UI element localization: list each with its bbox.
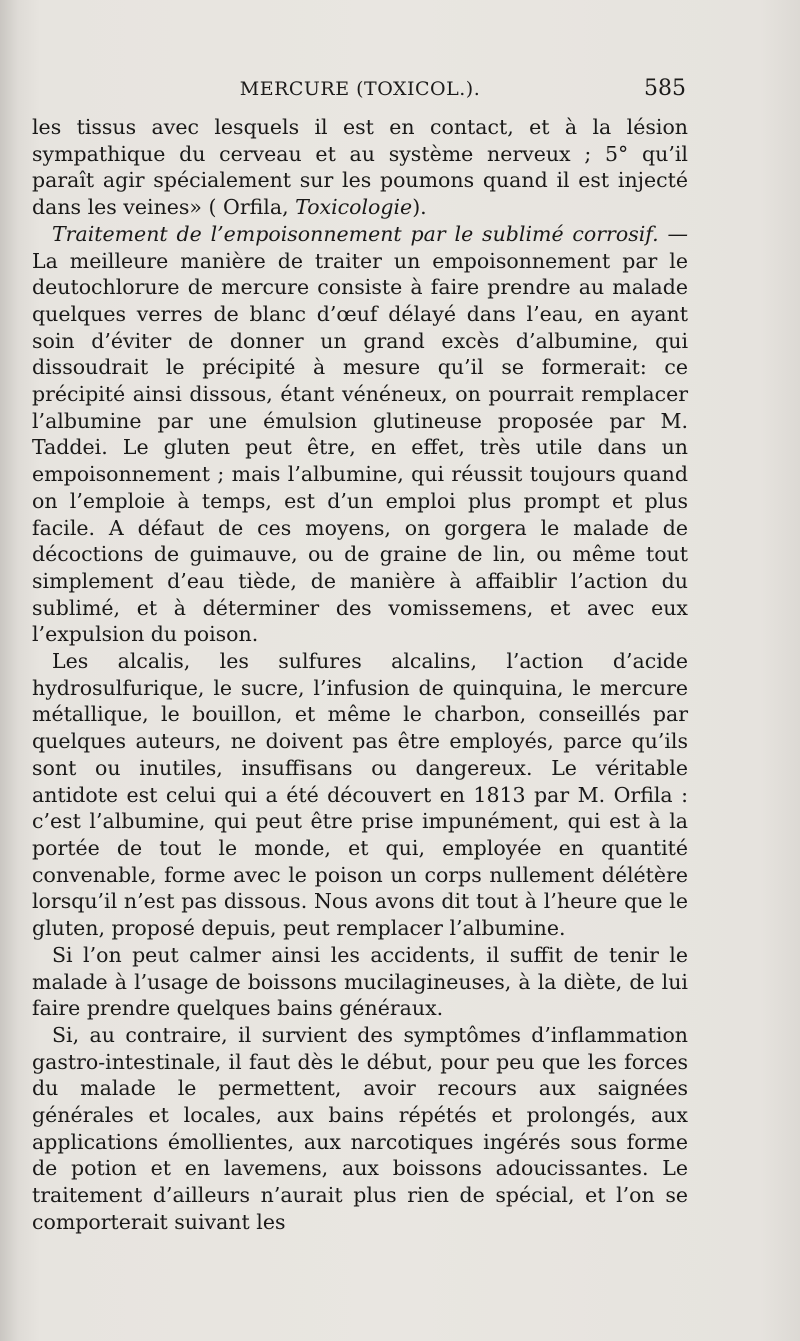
running-head [34, 76, 686, 106]
paragraph-treatment [32, 221, 688, 648]
citation-title: Toxicologie [295, 195, 413, 220]
paragraph-2-text: La meilleure manière de traiter un empoisonnement par le deutochlorure de mercure consiste à faire prendre au malade quelques verres de blanc d’œuf délayé dans l’eau, en ayant soin d’éviter de donner un grand excès d’albumine, qui dissoudrait le précipité à mesure qu’il se formerait: ce précipité ainsi dissous, étant vénéneux, on pourrait remplacer l’albumine par une émulsion glutineuse proposée par M. Taddei. Le gluten peut être, en effet, très utile dans un empoisonnement ; mais l’albumine, qui réussit toujours quand on l’emploie à temps, est d’un emploi plus prompt et plus facile. A défaut de ces moyens, on gorgera le malade de décoctions de guimauve, ou de graine de lin, ou même tout simplement d’eau tiède, de manière à affaiblir l’action du sublimé, et à déterminer des vomissemens, et avec eux l’expulsion du poison. [32, 248, 688, 647]
paragraph-antidotes: Les alcalis, les sulfures alcalins, l’action d’acide hydrosulfurique, le sucre, l’infusion de quinquina, le mercure métallique, le bouillon, et même le charbon, conseillés par quelques auteurs, ne doivent pas être employés, parce qu’ils sont ou inutiles, insuffisans ou dangereux. Le véritable antidote est celui qui a été découvert en 1813 par M. Orfila : c’est l’albumine, qui peut être prise impunément, qui est à la portée de tout le monde, et qui, employée en quantité convenable, forme avec le poison un corps nullement délétère lorsqu’il n’est pas dissous. Nous avons dit tout à l’heure que le gluten, proposé depuis, peut remplacer l’albumine. [32, 649, 688, 941]
paragraph-1-end: ). [412, 195, 427, 220]
paragraph-1-text: les tissus avec lesquels il est en contact, et à la lésion sympathique du cerveau et au système nerveux ; 5° qu’il paraît agir spécialement sur les poumons quand il est injecté dans les veines» ( Orfila, [32, 115, 688, 220]
paragraph-calm: Si l’on peut calmer ainsi les accidents, il suffit de tenir le malade à l’usage de boissons mucilagineuses, à la diète, de lui faire prendre quelques bains généraux. [32, 942, 688, 1021]
body-text [32, 114, 688, 1236]
section-heading: Traitement de l’empoisonnement par le sublimé corrosif. — [52, 221, 688, 246]
paragraph-continuation [32, 114, 688, 221]
page-number: 585 [644, 76, 686, 101]
running-title: MERCURE (TOXICOL.). [239, 78, 481, 100]
paragraph-inflammation: Si, au contraire, il survient des symptômes d’inflammation gastro-intestinale, il faut dès le début, pour peu que les forces du malade le permettent, avoir recours aux saignées générales et locales, aux bains répétés et prolongés, aux applications émollientes, aux narcotiques ingérés sous forme de potion et en lavemens, aux boissons adoucissantes. Le traitement d’ailleurs n’aurait plus rien de spécial, et l’on se comporterait suivant les [32, 1022, 688, 1234]
